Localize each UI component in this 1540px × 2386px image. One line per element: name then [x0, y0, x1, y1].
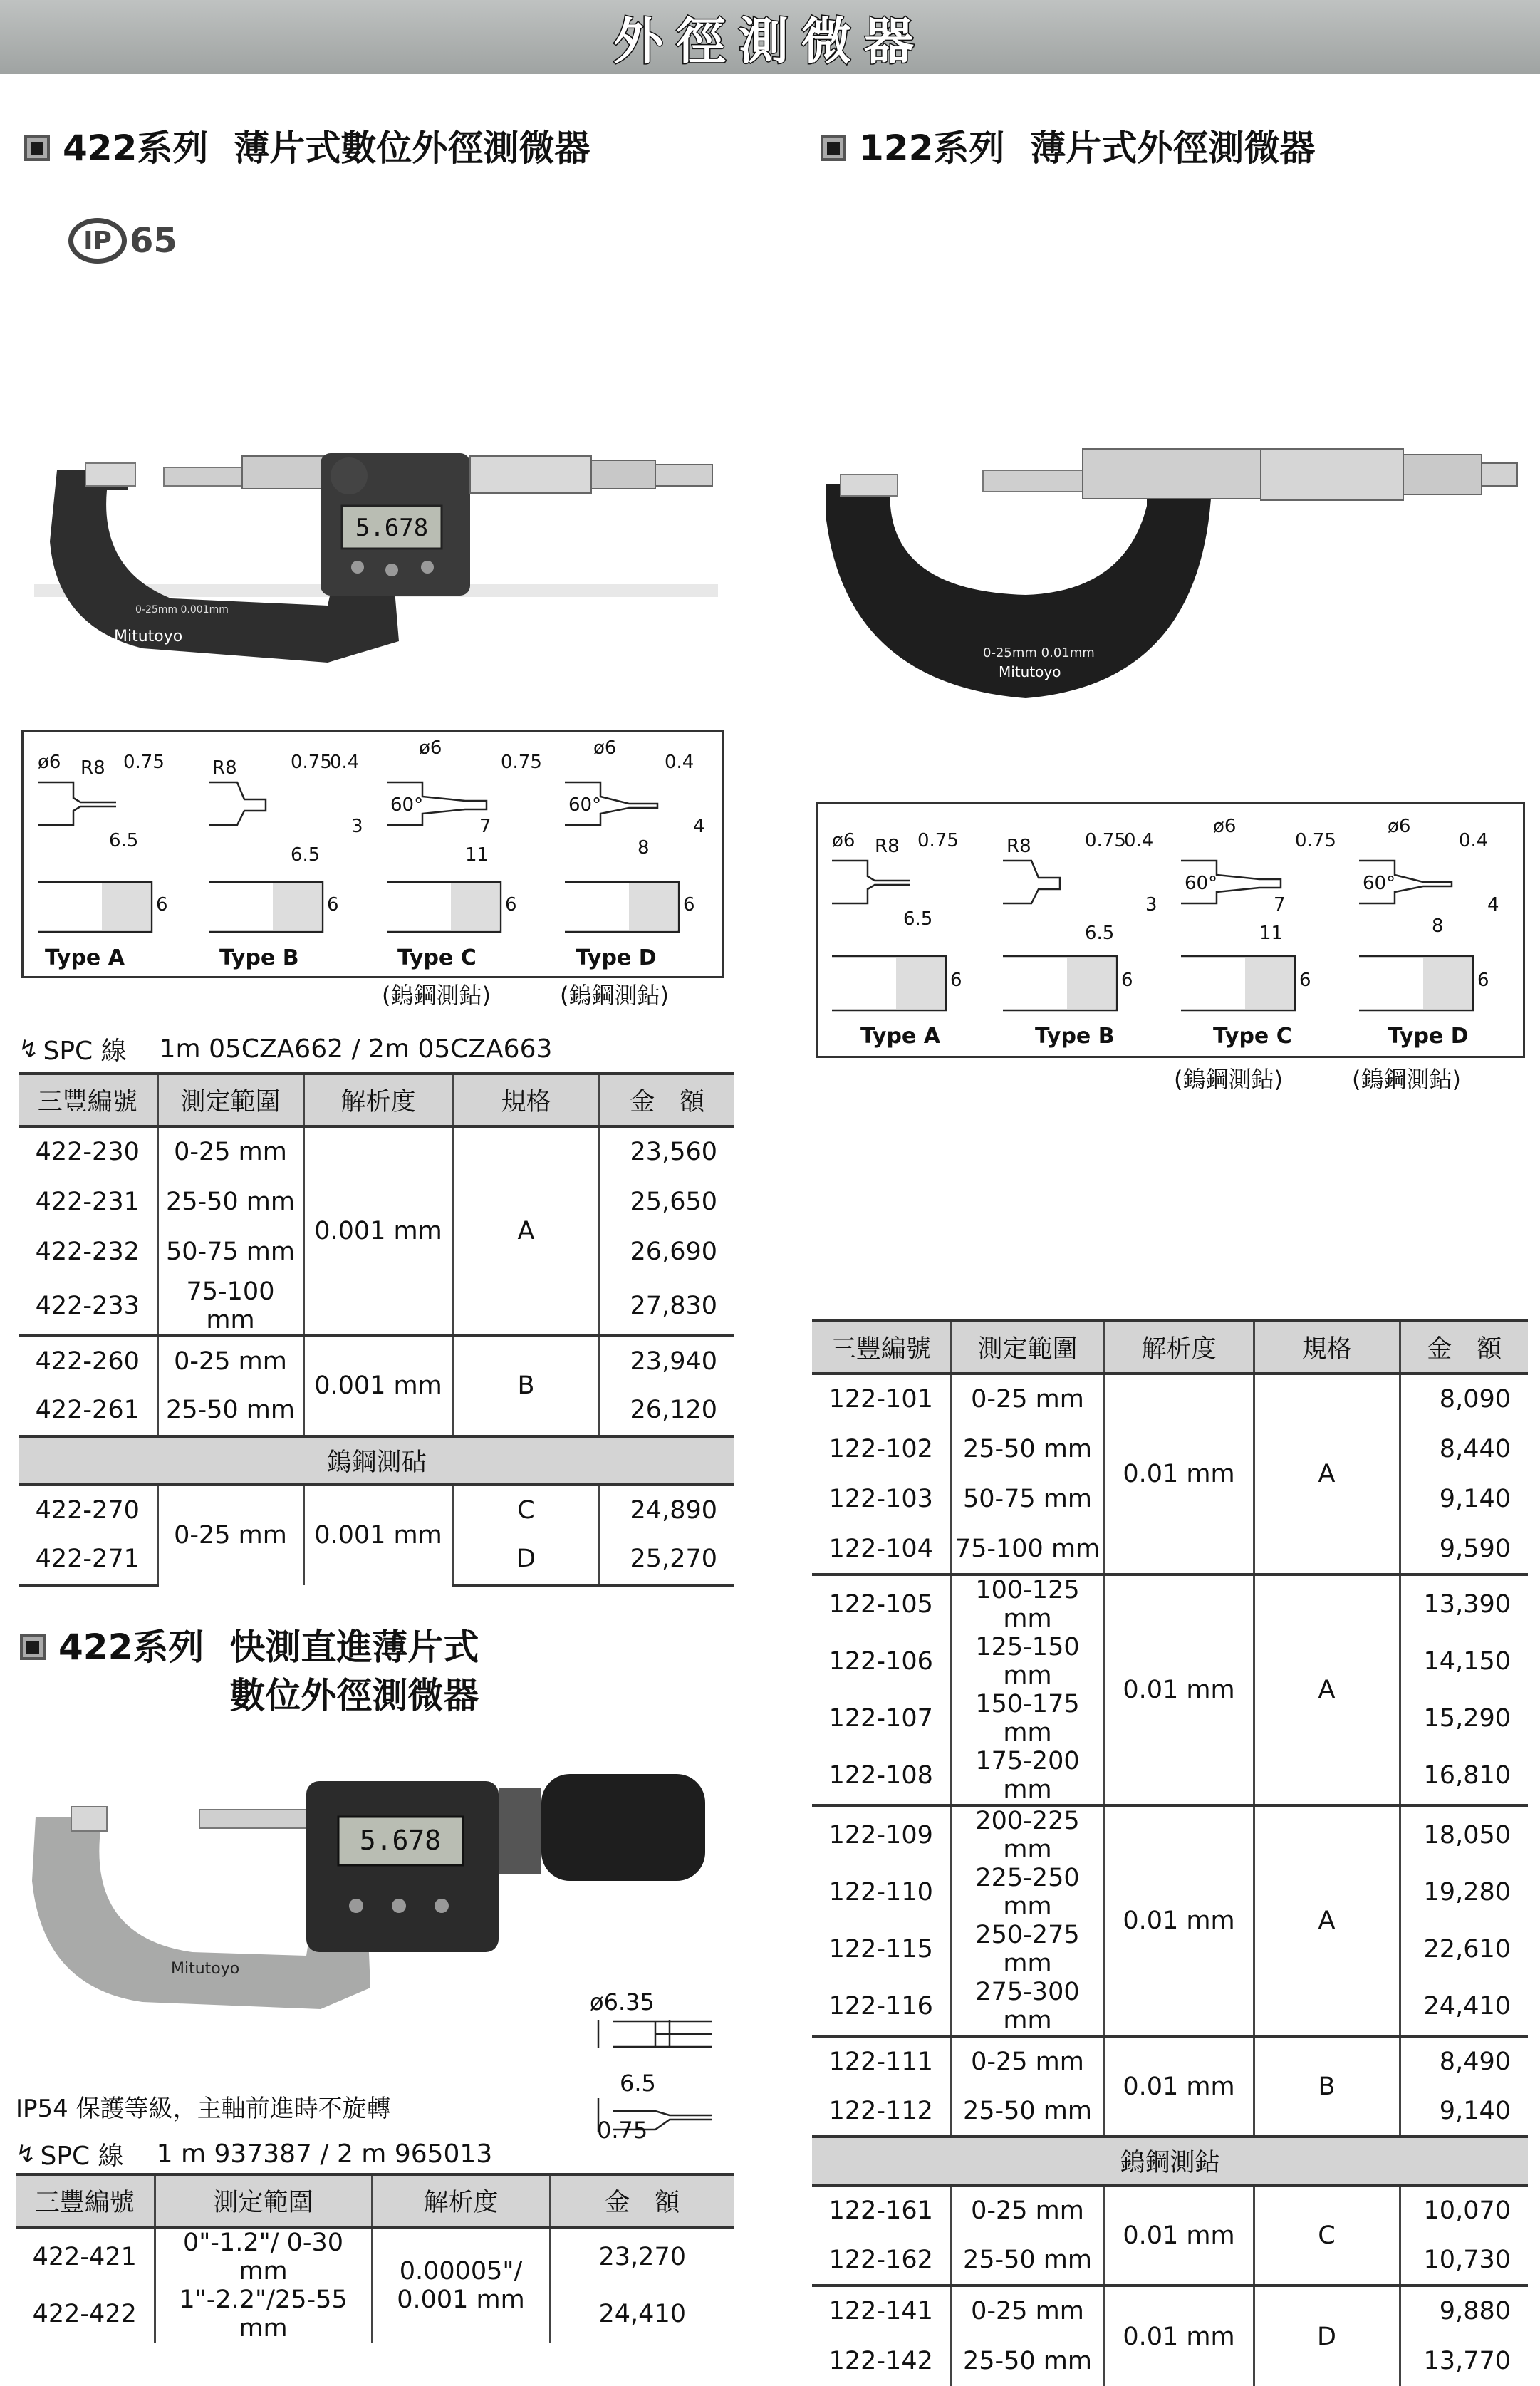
dim-label: 7	[1274, 894, 1286, 916]
section-name: 薄片式外徑測微器	[1030, 124, 1315, 172]
model-cell: 122-101	[812, 1374, 951, 1424]
dim-label: 60°	[390, 794, 423, 816]
dim-label: ø6	[1213, 816, 1236, 837]
col-header: 測定範圍	[951, 1321, 1104, 1374]
dim-label: 6	[1477, 970, 1489, 991]
type-b-label: Type B	[219, 945, 299, 970]
dim-label: 60°	[1185, 873, 1217, 894]
price-cell: 26,690	[599, 1227, 734, 1277]
dim-label: ø6	[1388, 816, 1410, 837]
range-cell: 225-250 mm	[951, 1864, 1104, 1921]
range-cell: 0-25 mm	[951, 2036, 1104, 2087]
table-quick	[16, 2173, 734, 2343]
price-cell: 18,050	[1400, 1805, 1528, 1864]
range-cell: 25-50 mm	[157, 1386, 303, 1436]
dim-label: 0.75	[1085, 830, 1126, 851]
price-cell: 8,490	[1400, 2036, 1528, 2087]
price-cell: 13,770	[1400, 2336, 1528, 2386]
quick-note: IP54 保護等級，主軸前進時不旋轉	[16, 2089, 391, 2124]
price-cell: 9,590	[1400, 1525, 1528, 1575]
range-cell: 175-200 mm	[951, 1747, 1104, 1805]
range-cell: 50-75 mm	[951, 1474, 1104, 1525]
price-cell: 24,410	[1400, 1978, 1528, 2036]
ip-rating: 65	[130, 221, 177, 261]
model-cell: 122-108	[812, 1747, 951, 1805]
dim-label: 3	[1145, 894, 1157, 916]
range-cell: 0"-1.2"/ 0-30 mm	[155, 2227, 372, 2286]
resolution-cell: 0.01 mm	[1104, 1374, 1254, 1575]
col-header: 金 額	[1400, 1321, 1528, 1374]
table-row	[812, 1805, 1528, 1864]
cable-icon: ↯	[16, 2140, 36, 2169]
carbide-title: 鎢鋼測砧	[19, 1436, 734, 1485]
dim-label: 0.75	[501, 752, 542, 773]
type-d-label: Type D	[1388, 1024, 1469, 1049]
spec-cell: D	[453, 1535, 599, 1585]
dim-label: 6	[683, 894, 695, 916]
spec-cell: A	[1254, 1374, 1400, 1575]
type-d-label: Type D	[576, 945, 657, 970]
price-cell: 24,410	[550, 2286, 734, 2343]
dim-label: R8	[212, 757, 237, 779]
dim-label: 0.4	[1124, 830, 1153, 851]
table-row	[812, 1374, 1528, 1424]
price-cell: 25,650	[599, 1177, 734, 1228]
display-readout: 5.678	[355, 514, 428, 542]
price-cell: 10,070	[1400, 2185, 1528, 2236]
section-name-line2: 數位外徑測微器	[229, 1671, 479, 1720]
type-a-label: Type A	[45, 945, 125, 970]
spc-value: 1m 05CZA662 / 2m 05CZA663	[160, 1034, 553, 1064]
carbide-note-d: (鎢鋼測鉆)	[1352, 1062, 1461, 1094]
model-cell: 122-141	[812, 2286, 951, 2336]
price-cell: 24,890	[599, 1485, 734, 1535]
dim-label: 6.5	[903, 908, 932, 930]
col-header: 解析度	[372, 2174, 550, 2227]
product-photo-122	[812, 427, 1524, 712]
range-cell: 0-25 mm	[951, 1374, 1104, 1424]
col-header: 三豐編號	[16, 2174, 155, 2227]
dim-label: 6	[1121, 970, 1133, 991]
model-cell: 122-161	[812, 2185, 951, 2236]
range-cell: 50-75 mm	[157, 1227, 303, 1277]
type-a-label: Type A	[860, 1024, 941, 1049]
col-header: 金 額	[550, 2174, 734, 2227]
spc-label: SPC 線	[43, 1031, 127, 1067]
dim-label: 8	[1432, 916, 1444, 937]
resolution-cell: 0.001 mm	[303, 1336, 453, 1436]
table-subheader	[19, 1436, 734, 1485]
model-cell: 422-233	[19, 1277, 157, 1336]
section-series: 422系列	[58, 1623, 204, 1671]
dim-label: 6.5	[620, 2070, 656, 2097]
header-band	[0, 0, 1540, 74]
table-row	[812, 2036, 1528, 2087]
section-series: 122系列	[859, 124, 1004, 172]
section-title-quick	[20, 1623, 479, 1720]
col-header: 規格	[1254, 1321, 1400, 1374]
brand-label: Mitutoyo	[999, 663, 1061, 680]
range-cell: 0-25 mm	[951, 2286, 1104, 2336]
dim-label: 0.75	[123, 752, 165, 773]
dim-label: 6.5	[291, 844, 320, 866]
dim-label: 6.5	[1085, 923, 1114, 944]
dim-label: ø6	[38, 752, 61, 773]
page-title: 外徑測微器	[613, 1, 927, 73]
section-title-122	[821, 124, 1315, 172]
model-cell: 122-110	[812, 1864, 951, 1921]
model-cell: 422-271	[19, 1535, 157, 1585]
model-cell: 122-162	[812, 2236, 951, 2286]
model-cell: 122-103	[812, 1474, 951, 1525]
price-cell: 15,290	[1400, 1690, 1528, 1747]
table-row	[812, 2286, 1528, 2336]
range-cell: 0-25 mm	[157, 1336, 303, 1386]
price-cell: 27,830	[599, 1277, 734, 1336]
model-cell: 422-232	[19, 1227, 157, 1277]
spc-cable-quick	[16, 2136, 492, 2172]
dim-label: 0.75	[597, 2117, 647, 2144]
price-cell: 10,730	[1400, 2236, 1528, 2286]
range-cell: 25-50 mm	[157, 1177, 303, 1228]
model-cell: 422-261	[19, 1386, 157, 1436]
dim-label: ø6	[593, 737, 616, 759]
model-cell: 122-105	[812, 1575, 951, 1633]
col-header: 金 額	[599, 1074, 734, 1126]
dim-label: ø6.35	[590, 1988, 655, 2016]
model-cell: 122-116	[812, 1978, 951, 2036]
table-row	[19, 1485, 734, 1535]
range-cell: 0-25 mm	[951, 2185, 1104, 2236]
spec-cell: C	[453, 1485, 599, 1535]
type-diagram-122	[816, 802, 1525, 1058]
dim-label: 0.75	[291, 752, 332, 773]
carbide-note-d: (鎢鋼測鉆)	[560, 977, 669, 1010]
spec-cell: A	[1254, 1805, 1400, 2036]
section-title-422	[24, 124, 590, 172]
spc-label: SPC 線	[41, 2136, 124, 2172]
dim-label: 8	[638, 837, 650, 859]
model-cell: 422-270	[19, 1485, 157, 1535]
spec-cell: C	[1254, 2185, 1400, 2286]
table-422	[19, 1072, 734, 1587]
table-row	[812, 2185, 1528, 2236]
dim-label: R8	[1006, 836, 1031, 857]
resolution-cell	[372, 2227, 550, 2343]
dim-label: 0.4	[665, 752, 694, 773]
price-cell: 13,390	[1400, 1575, 1528, 1633]
carbide-title: 鎢鋼測鉆	[812, 2137, 1528, 2185]
range-cell: 125-150 mm	[951, 1633, 1104, 1690]
carbide-note-c: (鎢鋼測鉆)	[382, 977, 491, 1010]
dim-label: 3	[351, 816, 363, 837]
model-cell: 122-109	[812, 1805, 951, 1864]
model-cell: 122-106	[812, 1633, 951, 1690]
dim-label: ø6	[832, 830, 855, 851]
spec-cell: D	[1254, 2286, 1400, 2386]
col-header: 三豐編號	[812, 1321, 951, 1374]
range-cell: 75-100 mm	[951, 1525, 1104, 1575]
model-cell: 422-230	[19, 1126, 157, 1177]
resolution-cell: 0.01 mm	[1104, 2036, 1254, 2137]
model-cell: 122-112	[812, 2087, 951, 2137]
ip-oval-icon: IP	[68, 218, 127, 264]
model-cell: 122-107	[812, 1690, 951, 1747]
resolution-cell: 0.01 mm	[1104, 1575, 1254, 1805]
model-cell: 122-111	[812, 2036, 951, 2087]
price-cell: 23,560	[599, 1126, 734, 1177]
section-name	[229, 1623, 479, 1720]
range-label: 0-25mm 0.001mm	[135, 604, 229, 616]
range-cell: 25-50 mm	[951, 1424, 1104, 1475]
price-cell: 8,440	[1400, 1424, 1528, 1475]
range-cell: 150-175 mm	[951, 1690, 1104, 1747]
range-cell: 25-50 mm	[951, 2087, 1104, 2137]
section-name: 薄片式數位外徑測微器	[234, 124, 590, 172]
type-c-label: Type C	[397, 945, 477, 970]
model-cell: 422-422	[16, 2286, 155, 2343]
dim-label: R8	[875, 836, 900, 857]
dim-label: 7	[479, 816, 491, 837]
range-cell: 1"-2.2"/25-55 mm	[155, 2286, 372, 2343]
section-square-icon	[20, 1634, 46, 1660]
section-square-icon	[24, 135, 50, 161]
type-diagram-422	[21, 730, 724, 978]
cable-icon: ↯	[19, 1035, 39, 1064]
dim-label: 11	[1259, 923, 1283, 944]
spec-cell: A	[453, 1126, 599, 1336]
price-cell: 16,810	[1400, 1747, 1528, 1805]
price-cell: 9,140	[1400, 2087, 1528, 2137]
table-subheader	[812, 2137, 1528, 2185]
spec-cell: B	[453, 1336, 599, 1436]
price-cell: 23,940	[599, 1336, 734, 1386]
range-cell: 250-275 mm	[951, 1921, 1104, 1978]
dim-label: 0.75	[917, 830, 959, 851]
table-row	[16, 2227, 734, 2286]
price-cell: 9,140	[1400, 1474, 1528, 1525]
range-cell: 25-50 mm	[951, 2336, 1104, 2386]
resolution-line1: 0.00005"/	[373, 2257, 549, 2286]
col-header: 規格	[453, 1074, 599, 1126]
type-c-label: Type C	[1213, 1024, 1292, 1049]
dim-label: 6	[505, 894, 517, 916]
brand-label: Mitutoyo	[171, 1960, 239, 1978]
price-cell: 26,120	[599, 1386, 734, 1436]
spec-cell: A	[1254, 1575, 1400, 1805]
col-header: 測定範圍	[157, 1074, 303, 1126]
price-cell: 9,880	[1400, 2286, 1528, 2336]
table-row	[812, 1575, 1528, 1633]
model-cell: 122-115	[812, 1921, 951, 1978]
table-row	[19, 1336, 734, 1386]
col-header: 三豐編號	[19, 1074, 157, 1126]
price-cell: 14,150	[1400, 1633, 1528, 1690]
section-series: 422系列	[63, 124, 208, 172]
dim-label: 60°	[1363, 873, 1395, 894]
dim-label: 4	[1487, 894, 1499, 916]
col-header: 測定範圍	[155, 2174, 372, 2227]
resolution-cell: 0.001 mm	[303, 1485, 453, 1585]
price-cell: 25,270	[599, 1535, 734, 1585]
range-cell: 25-50 mm	[951, 2236, 1104, 2286]
dim-label: 6	[950, 970, 962, 991]
model-cell: 122-102	[812, 1424, 951, 1475]
spc-cable-422	[19, 1031, 552, 1067]
type-b-label: Type B	[1035, 1024, 1115, 1049]
dim-label: 0.4	[330, 752, 359, 773]
dim-label: 11	[465, 844, 489, 866]
table-122	[812, 1319, 1528, 2386]
spc-value: 1 m 937387 / 2 m 965013	[157, 2139, 493, 2169]
price-cell: 19,280	[1400, 1864, 1528, 1921]
model-cell: 122-142	[812, 2336, 951, 2386]
range-cell: 100-125 mm	[951, 1575, 1104, 1633]
dim-label: 60°	[568, 794, 601, 816]
price-cell: 23,270	[550, 2227, 734, 2286]
model-cell: 422-231	[19, 1177, 157, 1228]
section-square-icon	[821, 135, 846, 161]
section-name-line1: 快測直進薄片式	[229, 1623, 479, 1671]
dim-label: 0.4	[1459, 830, 1488, 851]
col-header: 解析度	[303, 1074, 453, 1126]
range-cell: 0-25 mm	[157, 1126, 303, 1177]
dim-label: 6	[327, 894, 339, 916]
range-cell: 0-25 mm	[157, 1485, 303, 1585]
resolution-cell: 0.01 mm	[1104, 1805, 1254, 2036]
dim-label: 6.5	[109, 830, 138, 851]
model-cell: 422-260	[19, 1336, 157, 1386]
range-cell: 200-225 mm	[951, 1805, 1104, 1864]
price-cell: 22,610	[1400, 1921, 1528, 1978]
dim-label: 6	[1299, 970, 1311, 991]
col-header: 解析度	[1104, 1321, 1254, 1374]
resolution-line2: 0.001 mm	[373, 2286, 549, 2314]
resolution-cell: 0.01 mm	[1104, 2185, 1254, 2286]
range-label: 0-25mm 0.01mm	[983, 645, 1095, 660]
dim-label: ø6	[419, 737, 442, 759]
model-cell: 122-104	[812, 1525, 951, 1575]
product-photo-422	[28, 427, 727, 684]
model-cell: 422-421	[16, 2227, 155, 2286]
dim-label: 6	[156, 894, 168, 916]
dim-label: R8	[80, 757, 105, 779]
ip65-badge	[68, 218, 177, 264]
display-readout: 5.678	[360, 1825, 441, 1856]
price-cell: 8,090	[1400, 1374, 1528, 1424]
brand-label: Mitutoyo	[114, 628, 182, 645]
resolution-cell: 0.001 mm	[303, 1126, 453, 1336]
dim-label: 4	[693, 816, 705, 837]
quick-dim-diagram	[584, 1977, 719, 2141]
dim-label: 0.75	[1295, 830, 1336, 851]
carbide-note-c: (鎢鋼測鉆)	[1174, 1062, 1283, 1094]
spec-cell: B	[1254, 2036, 1400, 2137]
range-cell: 275-300 mm	[951, 1978, 1104, 2036]
table-row	[19, 1126, 734, 1177]
range-cell: 75-100 mm	[157, 1277, 303, 1336]
resolution-cell: 0.01 mm	[1104, 2286, 1254, 2386]
